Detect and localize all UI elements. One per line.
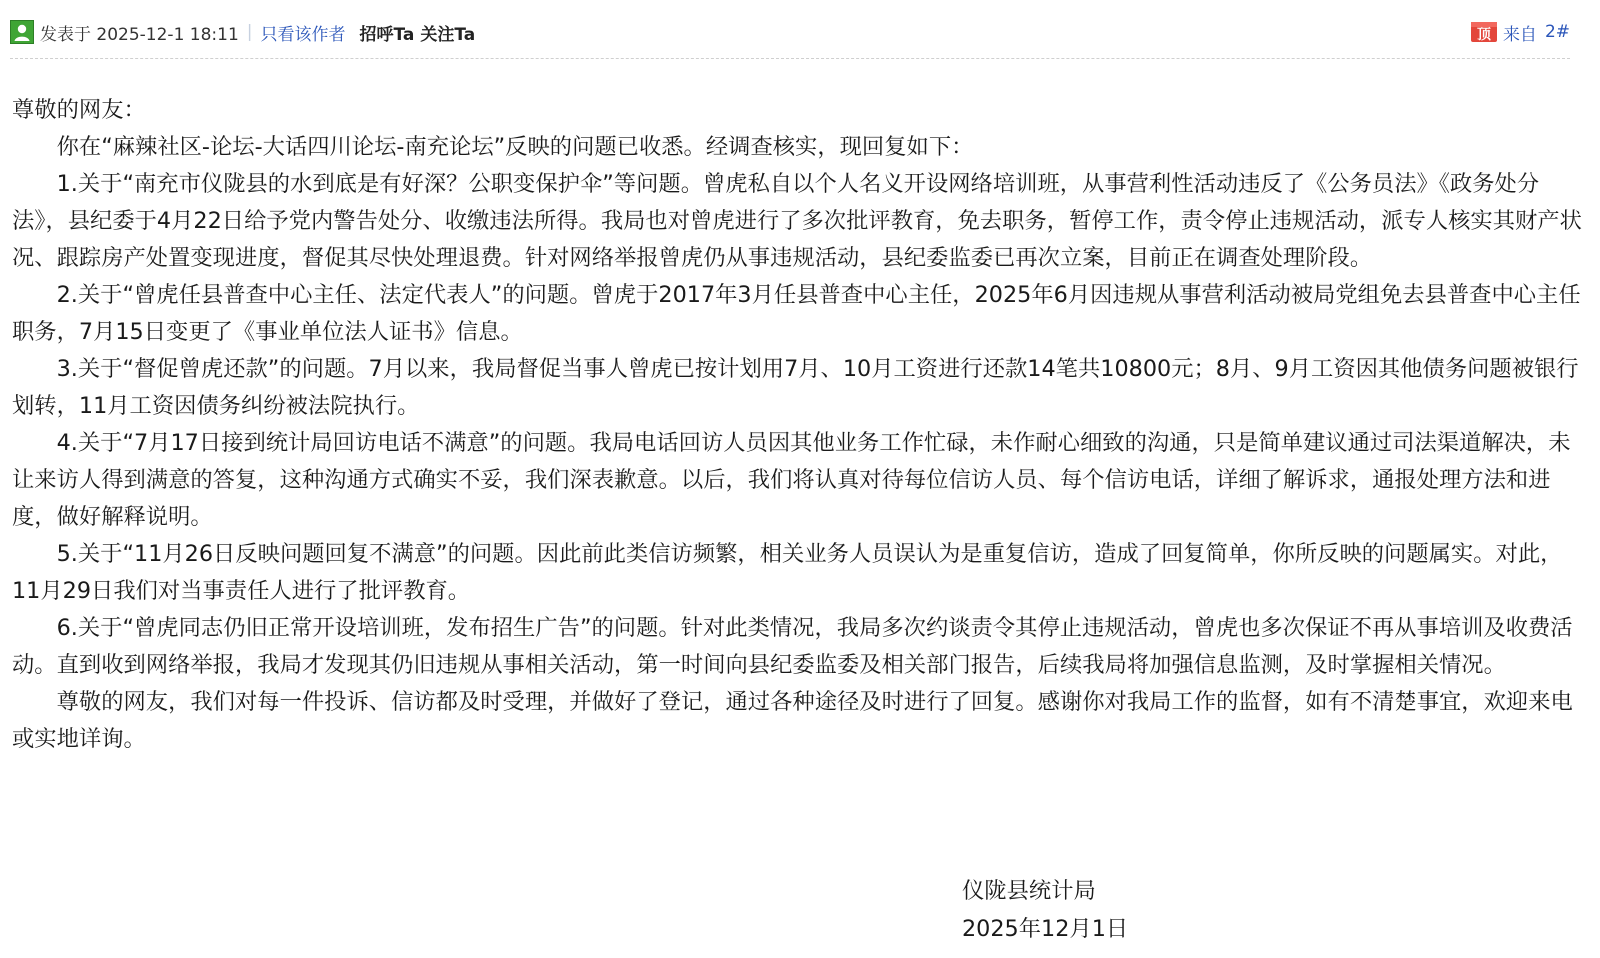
signature: [962, 872, 1128, 948]
signature-org: 仪陇县统计局: [962, 878, 1096, 904]
source-link[interactable]: 来自: [1502, 24, 1537, 45]
salutation: 尊敬的网友：: [12, 97, 146, 123]
header-separator: |: [246, 22, 253, 42]
paragraph-item-1: 1.关于“南充市仪陇县的水到底是有好深？公职变保护伞”等问题。曾虎私自以个人名义开设网络培训班，从事营利性活动违反了《公务员法》《政务处分法》，县纪委于4月22日给予党内警告处分、收缴违法所得。我局也对曾虎进行了多次批评教育，免去职务，暂停工作，责令停止违规活动，派专人核实其财产状况、跟踪房产处置变现进度，督促其尽快处理退费。针对网络举报曾虎仍从事违规活动，县纪委监委已再次立案，目前正在调查处理阶段。: [12, 171, 1582, 271]
floor-number[interactable]: 2#: [1544, 22, 1570, 42]
paragraph-item-3: 3.关于“督促曾虎还款”的问题。7月以来，我局督促当事人曾虎已按计划用7月、10月工资进行还款14笔共10800元；8月、9月工资因其他债务问题被银行划转，11月工资因债务纠纷被法院执行。: [12, 356, 1579, 419]
post-header: [10, 14, 1570, 50]
greet-link[interactable]: 招呼Ta: [359, 24, 415, 45]
paragraph-intro: 你在“麻辣社区-论坛-大话四川论坛-南充论坛”反映的问题已收悉。经调查核实，现回复如下：: [56, 134, 974, 160]
paragraph-closing: 尊敬的网友，我们对每一件投诉、信访都及时受理，并做好了登记，通过各种途径及时进行了回复。感谢你对我局工作的监督，如有不清楚事宜，欢迎来电或实地详询。: [12, 689, 1573, 752]
only-author-link[interactable]: 只看该作者: [260, 24, 346, 45]
paragraph-item-5: 5.关于“11月26日反映问题回复不满意”的问题。因此前此类信访频繁，相关业务人员误认为是重复信访，造成了回复简单，你所反映的问题属实。对此，11月29日我们对当事责任人进行了批评教育。: [12, 541, 1563, 604]
paragraph-item-2: 2.关于“曾虎任县普查中心主任、法定代表人”的问题。曾虎于2017年3月任县普查中心主任，2025年6月因违规从事营利活动被局党组免去县普查中心主任职务，7月15日变更了《事业单位法人证书》信息。: [12, 282, 1581, 345]
paragraph-item-6: 6.关于“曾虎同志仍旧正常开设培训班，发布招生广告”的问题。针对此类情况，我局多次约谈责令其停止违规活动，曾虎也多次保证不再从事培训及收费活动。直到收到网络举报，我局才发现其仍旧违规从事相关活动，第一时间向县纪委监委及相关部门报告，后续我局将加强信息监测，及时掌握相关情况。: [12, 615, 1573, 678]
post-content: [12, 92, 1582, 758]
post-time: 发表于 2025-12-1 18:11: [40, 24, 239, 45]
top-badge-text: 顶: [1476, 27, 1491, 43]
paragraph-item-4: 4.关于“7月17日接到统计局回访电话不满意”的问题。我局电话回访人员因其他业务工作忙碌，未作耐心细致的沟通，只是简单建议通过司法渠道解决，未让来访人得到满意的答复，这种沟通方式确实不妥，我们深表歉意。以后，我们将认真对待每位信访人员、每个信访电话，详细了解诉求，通报处理方法和进度，做好解释说明。: [12, 430, 1571, 530]
signature-date: 2025年12月1日: [962, 916, 1129, 942]
follow-link[interactable]: 关注Ta: [420, 24, 476, 45]
top-badge-icon[interactable]: [1471, 20, 1497, 44]
online-status-icon: [10, 20, 34, 44]
header-divider: [10, 58, 1570, 59]
